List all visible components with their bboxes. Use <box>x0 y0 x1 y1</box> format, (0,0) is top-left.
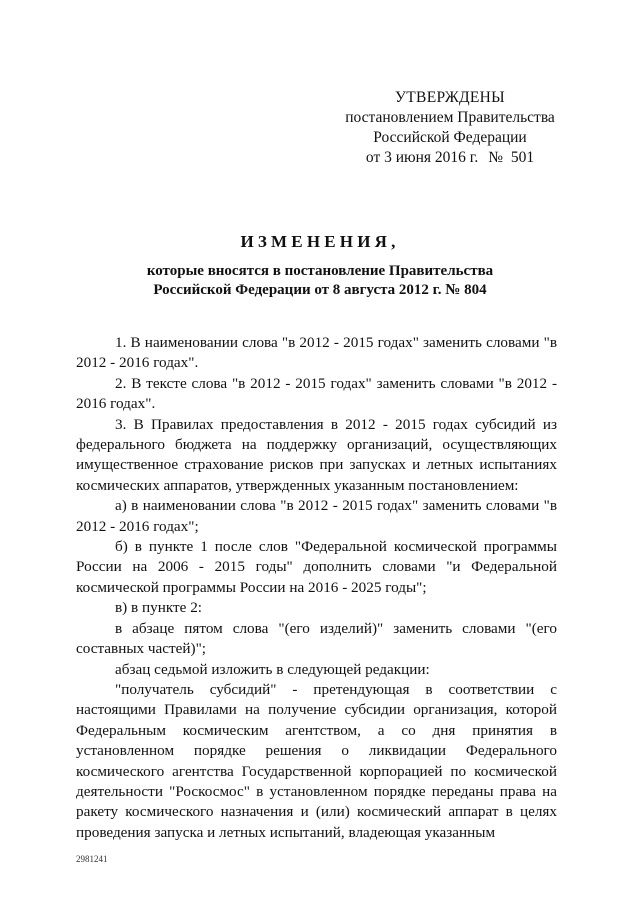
paragraph-3a: а) в наименовании слова "в 2012 - 2015 годах" заменить словами "в 2012 - 2016 годах"; <box>76 497 557 535</box>
approval-date: от 3 июня 2016 г. <box>365 149 479 166</box>
paragraph-3b: б) в пункте 1 после слов "Федеральной космической программы России на 2006 - 2015 годы" дополнить словами "и Федеральной космической программы России на 2016 - 2025 годы"; <box>76 538 557 596</box>
footer-document-code: 2981241 <box>76 854 108 864</box>
approval-line-1: постановлением Правительства <box>345 109 555 126</box>
paragraph-definition: "получатель субсидий" - претендующая в соответствии с настоящими Правилами на получение субсидии организация, которой Федеральным космическим агентством, а со дня принятия в установленном порядке решения о ликвидации Федерального космического агентства Государственной корпорацией по космической деятельности "Роскосмос" в установленном порядке переданы права на ракету космического назначения и (или) космический аппарат в целях проведения запуска и летных испытаний, владеющая указанным <box>76 680 557 841</box>
approval-date-line <box>330 148 570 168</box>
approval-number: 501 <box>510 149 535 166</box>
paragraph-3: 3. В Правилах предоставления в 2012 - 2015 годах субсидий из федерального бюджета на поддержку организаций, осуществляющих имущественное страхование рисков при запусках и летных испытаниях космических аппаратов, утвержденных указанным постановлением: <box>76 415 557 494</box>
paragraph-3c-item-2: абзац седьмой изложить в следующей редакции: <box>115 660 430 678</box>
paragraph-3c-item-1: в абзаце пятом слова "(его изделий)" заменить словами "(его составных частей)"; <box>76 619 557 658</box>
document-subtitle-line-1: которые вносятся в постановление Правительства <box>146 263 494 279</box>
document-subtitle <box>0 262 640 300</box>
approval-number-sign: № <box>488 149 504 166</box>
paragraph-2: 2. В тексте слова "в 2012 - 2015 годах" заменить словами "в 2012 - 2016 годах". <box>76 374 557 413</box>
document-body <box>76 333 557 843</box>
approval-title: УТВЕРЖДЕНЫ <box>395 89 505 106</box>
document-subtitle-line-2: Российской Федерации от 8 августа 2012 г. № 804 <box>153 282 487 298</box>
paragraph-1: 1. В наименовании слова "в 2012 - 2015 годах" заменить словами "в 2012 - 2016 годах". <box>76 334 557 372</box>
approval-stamp <box>330 88 570 168</box>
approval-line-2: Российской Федерации <box>373 129 527 146</box>
paragraph-3c: в) в пункте 2: <box>115 599 203 617</box>
document-title: ИЗМЕНЕНИЯ, <box>240 232 400 251</box>
